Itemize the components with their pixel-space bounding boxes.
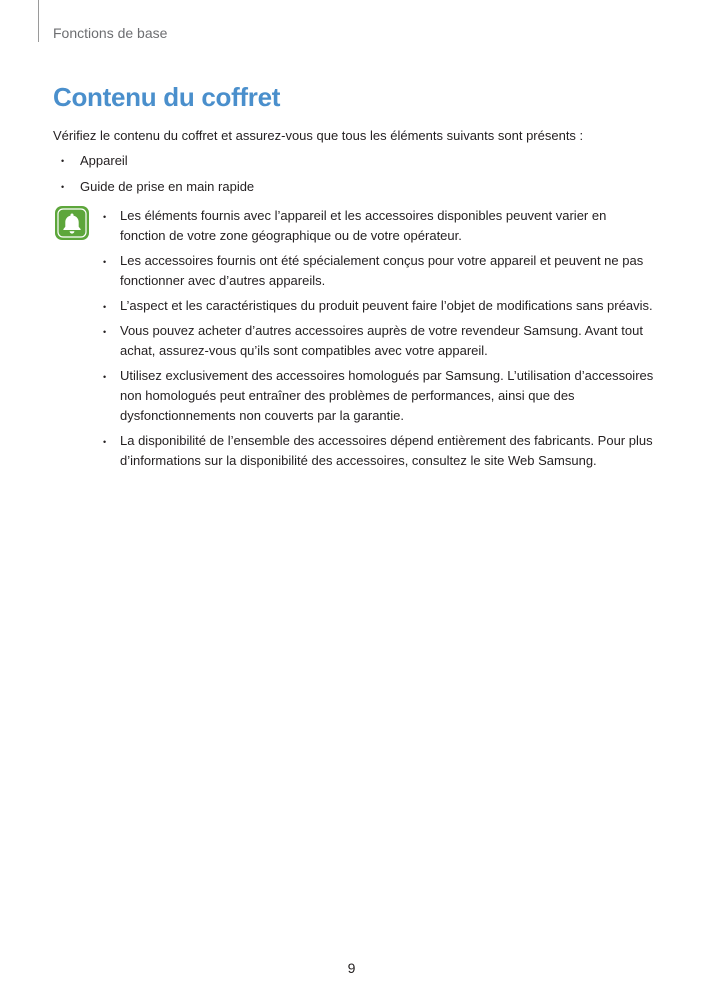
- contents-list: [53, 152, 254, 204]
- note-item: • Utilisez exclusivement des accessoires homologués par Samsung. L’utilisation d’accessoires non homologués peut entraîner des problèmes de performances, ainsi que des dysfonctionnements non couverts par la garantie.: [100, 366, 655, 426]
- list-item: • Appareil: [53, 152, 254, 178]
- notes-list: [100, 206, 655, 476]
- page-title: Contenu du coffret: [53, 82, 281, 112]
- bell-icon: [54, 205, 90, 241]
- section-header: Fonctions de base: [53, 25, 168, 41]
- note-item: • L’aspect et les caractéristiques du produit peuvent faire l’objet de modifications sans préavis.: [100, 296, 655, 316]
- header-divider: [38, 0, 39, 42]
- intro-text: Vérifiez le contenu du coffret et assurez-vous que tous les éléments suivants sont présents :: [53, 128, 584, 143]
- note-item: • Les éléments fournis avec l’appareil et les accessoires disponibles peuvent varier en fonction de votre zone géographique ou de votre opérateur.: [100, 206, 655, 246]
- note-item: • La disponibilité de l’ensemble des accessoires dépend entièrement des fabricants. Pour plus d’informations sur la disponibilité des accessoires, consultez le site Web Samsung.: [100, 431, 655, 471]
- note-item: • Les accessoires fournis ont été spécialement conçus pour votre appareil et peuvent ne pas fonctionner avec d’autres appareils.: [100, 251, 655, 291]
- list-item: • Guide de prise en main rapide: [53, 178, 254, 204]
- note-item: • Vous pouvez acheter d’autres accessoires auprès de votre revendeur Samsung. Avant tout achat, assurez-vous qu’ils sont compatibles avec votre appareil.: [100, 321, 655, 361]
- page-number: 9: [347, 960, 356, 976]
